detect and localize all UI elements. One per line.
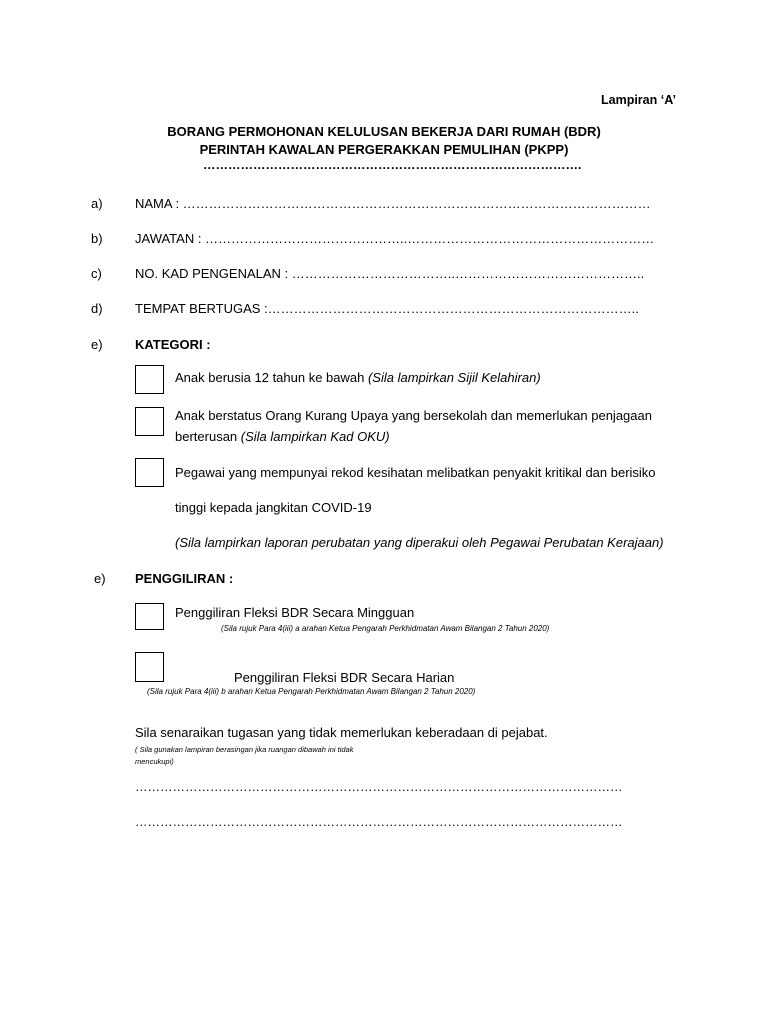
penggiliran-option-1: Penggiliran Fleksi BDR Secara Mingguan <box>175 605 415 620</box>
tasks-line-2[interactable]: ……………………………………………………………………………………………………… <box>135 815 623 829</box>
field-letter-c: c) <box>91 266 102 281</box>
form-title-line2: PERINTAH KAWALAN PERGERAKKAN PEMULIHAN (PKPP) <box>199 142 569 157</box>
tasks-note-line1: ( Sila gunakan lampiran berasingan jika ruangan dibawah ini tidak <box>135 745 354 754</box>
kategori-letter: e) <box>91 337 103 352</box>
form-title-line1: BORANG PERMOHONAN KELULUSAN BEKERJA DARI RUMAH (BDR) <box>167 124 601 139</box>
field-letter-b: b) <box>91 231 103 246</box>
penggiliran-letter: e) <box>94 571 106 586</box>
tasks-note-line2: mencukupi) <box>135 757 174 766</box>
position-field[interactable]: JAWATAN : ………………………………………..………………………………………………… <box>135 231 655 246</box>
kategori-checkbox-3[interactable] <box>135 458 164 487</box>
kategori-checkbox-2[interactable] <box>135 407 164 436</box>
kategori-option-1-note: (Sila lampirkan Sijil Kelahiran) <box>367 370 541 385</box>
kategori-option-1-text: Anak berusia 12 tahun ke bawah <box>175 370 368 385</box>
penggiliran-heading: PENGGILIRAN : <box>135 571 234 586</box>
kategori-option-2-line2 <box>175 429 390 444</box>
workplace-field[interactable]: TEMPAT BERTUGAS :………………………………………………………………………….. <box>135 301 639 316</box>
field-letter-a: a) <box>91 196 103 211</box>
penggiliran-checkbox-1[interactable] <box>135 603 164 630</box>
ic-number-field[interactable]: NO. KAD PENGENALAN : ………………………………..…………………………………….. <box>135 266 645 281</box>
kategori-option-3-note: (Sila lampirkan laporan perubatan yang diperakui oleh Pegawai Perubatan Kerajaan) <box>175 535 664 550</box>
kategori-option-1 <box>175 370 541 385</box>
tasks-line-1[interactable]: ……………………………………………………………………………………………………… <box>135 780 623 794</box>
kategori-option-3-line1: Pegawai yang mempunyai rekod kesihatan melibatkan penyakit kritikal dan berisiko <box>175 465 656 480</box>
tasks-prompt: Sila senaraikan tugasan yang tidak memerlukan keberadaan di pejabat. <box>135 725 548 740</box>
title-dots: ………………………………………………………………………………. <box>203 158 582 172</box>
kategori-option-2-line1: Anak berstatus Orang Kurang Upaya yang bersekolah dan memerlukan penjagaan <box>175 408 652 423</box>
kategori-option-2-note: (Sila lampirkan Kad OKU) <box>240 429 390 444</box>
penggiliran-option-1-note: (Sila rujuk Para 4(iii) a arahan Ketua Pengarah Perkhidmatan Awam Bilangan 2 Tahun 2020) <box>221 624 550 633</box>
kategori-heading: KATEGORI : <box>135 337 211 352</box>
field-letter-d: d) <box>91 301 103 316</box>
kategori-option-2-text2: berterusan <box>175 429 241 444</box>
kategori-option-3-line2: tinggi kepada jangkitan COVID-19 <box>175 500 372 515</box>
name-field[interactable]: NAMA : ……………………………………………………………………………………………… <box>135 196 651 211</box>
kategori-checkbox-1[interactable] <box>135 365 164 394</box>
annex-label: Lampiran ‘A’ <box>601 93 677 107</box>
penggiliran-checkbox-2[interactable] <box>135 652 164 682</box>
penggiliran-option-2: Penggiliran Fleksi BDR Secara Harian <box>234 670 455 685</box>
penggiliran-option-2-note: (Sila rujuk Para 4(iii) b arahan Ketua Pengarah Perkhidmatan Awam Bilangan 2 Tahun 2020) <box>147 687 476 696</box>
